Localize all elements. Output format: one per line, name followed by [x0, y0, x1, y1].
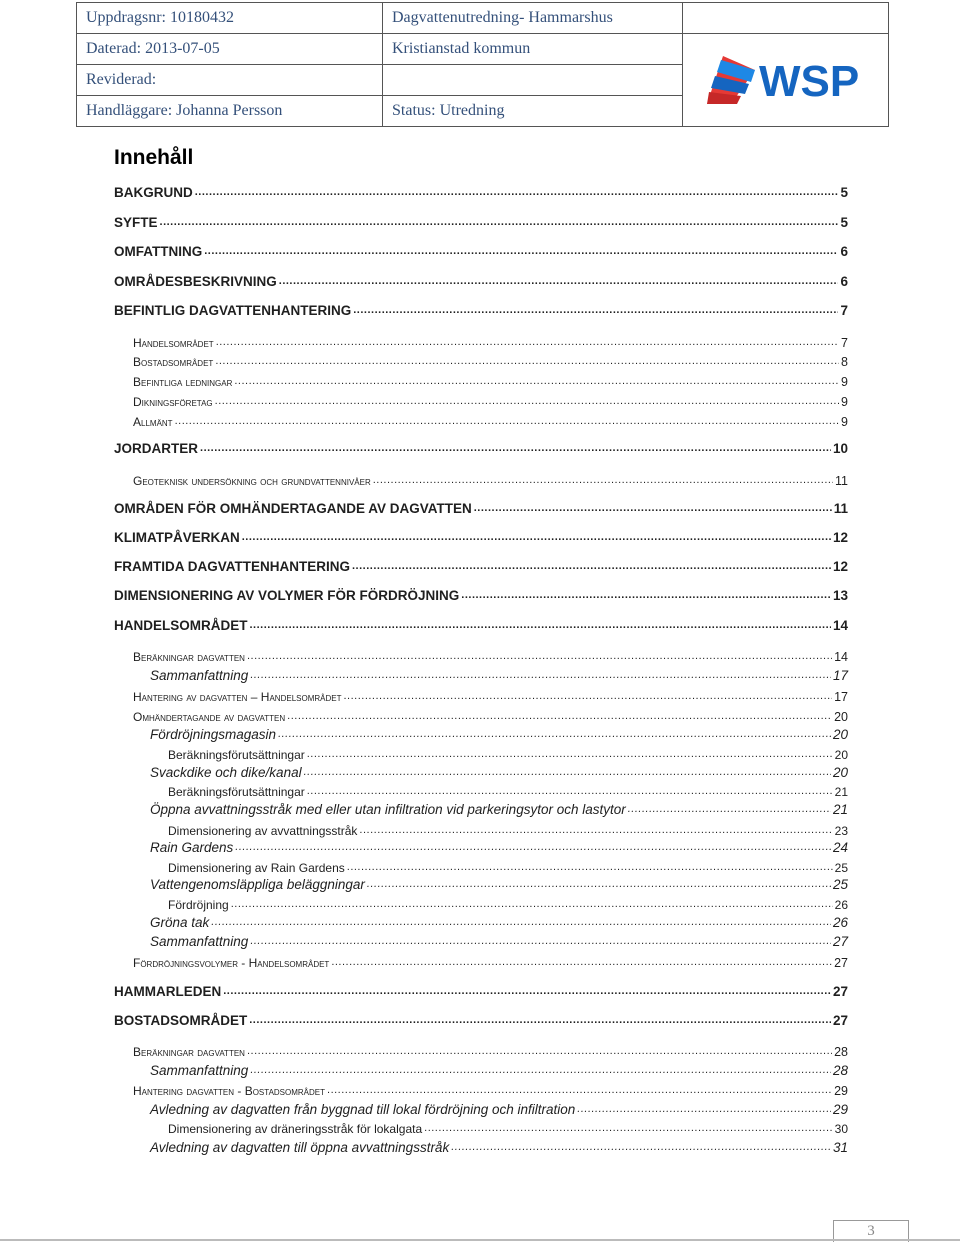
toc-leader-dots: [215, 356, 839, 367]
toc-leader-dots: [175, 416, 839, 427]
toc-entry[interactable]: [0, 873, 848, 891]
toc-entry[interactable]: [0, 469, 848, 487]
toc-entry-title: BOSTADSOMRÅDET: [114, 1012, 248, 1028]
toc-entry-page: 27: [834, 955, 848, 970]
toc-entry[interactable]: [0, 798, 848, 816]
toc-entry[interactable]: [0, 181, 848, 199]
toc-leader-dots: [343, 691, 832, 702]
toc-entry-page: 26: [834, 898, 848, 912]
toc-leader-dots: [242, 532, 831, 543]
toc-entry-page: 6: [840, 273, 848, 289]
toc-entry[interactable]: [0, 836, 848, 854]
toc-entry-title: SYFTE: [114, 214, 158, 230]
toc-entry[interactable]: [0, 1117, 848, 1135]
toc-entry-title: Fördröjningsmagasin: [150, 726, 277, 742]
toc-leader-dots: [424, 1123, 833, 1134]
toc-leader-dots: [215, 396, 839, 407]
toc-entry[interactable]: [0, 270, 848, 288]
toc-leader-dots: [353, 305, 838, 316]
toc-entry-page: 14: [832, 617, 848, 633]
toc-entry-page: 12: [832, 558, 848, 574]
toc-entry[interactable]: [0, 819, 848, 837]
toc-leader-dots: [250, 1065, 831, 1076]
toc-entry-page: 29: [832, 1101, 848, 1117]
toc-entry[interactable]: [0, 299, 848, 317]
toc-entry-title: Sammanfattning: [150, 667, 249, 683]
toc-entry-page: 20: [834, 748, 848, 762]
toc-entry-page: 28: [834, 1044, 848, 1059]
toc-entry[interactable]: [0, 856, 848, 874]
toc-entry-page: 21: [832, 801, 848, 817]
toc-leader-dots: [577, 1104, 831, 1115]
toc-entry[interactable]: [0, 780, 848, 798]
toc-leader-dots: [373, 475, 833, 486]
toc-entry[interactable]: [0, 370, 848, 388]
toc-entry[interactable]: [0, 410, 848, 428]
toc-leader-dots: [352, 561, 831, 572]
toc-entry-title: Beräkningar dagvatten: [133, 650, 245, 664]
toc-entry[interactable]: [0, 1079, 848, 1097]
toc-leader-dots: [451, 1142, 831, 1153]
toc-entry[interactable]: [0, 705, 848, 723]
toc-leader-dots: [367, 879, 831, 890]
toc-entry-title: Rain Gardens: [150, 839, 234, 855]
toc-entry-title: Svackdike och dike/kanal: [150, 764, 302, 780]
toc-entry[interactable]: [0, 723, 848, 741]
toc-entry-page: 10: [832, 440, 848, 456]
toc-entry[interactable]: [0, 1059, 848, 1077]
status-field: Status: Utredning: [383, 96, 683, 127]
toc-entry-page: 31: [832, 1139, 848, 1155]
toc-entry[interactable]: [0, 685, 848, 703]
toc-entry-page: 11: [835, 473, 848, 488]
toc-entry-title: Sammanfattning: [150, 933, 249, 949]
toc-entry-page: 11: [833, 500, 848, 516]
toc-entry-title: OMRÅDEN FÖR OMHÄNDERTAGANDE AV DAGVATTEN: [114, 500, 472, 516]
toc-entry-title: Beräkningsförutsättningar: [168, 785, 305, 799]
toc-entry[interactable]: [0, 1136, 848, 1154]
toc-leader-dots: [474, 503, 832, 514]
toc-entry-title: Öppna avvattningsstråk med eller utan infiltration vid parkeringsytor och lastytor: [150, 801, 626, 817]
toc-leader-dots: [327, 1085, 832, 1096]
toc-entry-page: 27: [832, 933, 848, 949]
toc-leader-dots: [287, 711, 832, 722]
page-number: 3: [833, 1220, 909, 1242]
toc-entry[interactable]: [0, 930, 848, 948]
toc-entry[interactable]: [0, 350, 848, 368]
toc-entry-page: 12: [832, 529, 848, 545]
toc-entry-title: Befintliga ledningar: [133, 375, 233, 389]
toc-entry-title: Dimensionering av Rain Gardens: [168, 861, 345, 875]
assignment-number: Uppdragsnr: 10180432: [77, 3, 383, 34]
toc-entry-title: HANDELSOMRÅDET: [114, 617, 248, 633]
toc-entry[interactable]: [0, 526, 848, 544]
toc-entry-title: OMFATTNING: [114, 243, 203, 259]
toc-entry[interactable]: [0, 893, 848, 911]
toc-entry-title: JORDARTER: [114, 440, 199, 456]
handler-field: Handläggare: Johanna Persson: [77, 96, 383, 127]
toc-entry-title: Sammanfattning: [150, 1062, 249, 1078]
toc-entry-page: 13: [832, 587, 848, 603]
toc-entry[interactable]: [0, 664, 848, 682]
toc-entry-title: KLIMATPÅVERKAN: [114, 529, 240, 545]
toc-entry[interactable]: [0, 980, 848, 998]
project-title: Dagvattenutredning- Hammarshus: [383, 3, 683, 34]
toc-entry-page: 17: [834, 689, 848, 704]
toc-leader-dots: [461, 590, 831, 601]
toc-entry[interactable]: [0, 497, 848, 515]
toc-entry-page: 9: [841, 374, 848, 389]
toc-entry-title: Avledning av dagvatten från byggnad till lokal fördröjning och infiltration: [150, 1101, 576, 1117]
footer-divider: [0, 1239, 960, 1241]
toc-leader-dots: [278, 729, 831, 740]
toc-entry-title: Beräkningsförutsättningar: [168, 748, 305, 762]
toc-entry[interactable]: [0, 390, 848, 408]
toc-leader-dots: [211, 917, 831, 928]
toc-entry-page: 5: [840, 184, 848, 200]
toc-entry[interactable]: [0, 240, 848, 258]
toc-entry-page: 28: [832, 1062, 848, 1078]
toc-leader-dots: [331, 957, 832, 968]
client-name: Kristianstad kommun: [383, 34, 683, 65]
toc-entry[interactable]: [0, 584, 848, 602]
toc-entry-title: Vattengenomsläppliga beläggningar: [150, 876, 365, 892]
toc-entry-title: Fördröjningsvolymer - Handelsområdet: [133, 956, 330, 970]
toc-leader-dots: [628, 804, 831, 815]
toc-entry-title: FRAMTIDA DAGVATTENHANTERING: [114, 558, 350, 574]
toc-entry-title: Hantering av dagvatten – Handelsområdet: [133, 690, 342, 704]
toc-leader-dots: [200, 443, 831, 454]
toc-leader-dots: [250, 620, 831, 631]
toc-leader-dots: [231, 899, 833, 910]
toc-entry-page: 26: [832, 914, 848, 930]
toc-entry-title: DIMENSIONERING AV VOLYMER FÖR FÖRDRÖJNING: [114, 587, 460, 603]
toc-entry[interactable]: [0, 743, 848, 761]
toc-entry-page: 9: [841, 394, 848, 409]
toc-entry-title: Handelsområdet: [133, 336, 214, 350]
toc-entry-page: 24: [832, 839, 848, 855]
toc-leader-dots: [359, 825, 832, 836]
toc-entry[interactable]: [0, 1009, 848, 1027]
toc-entry-title: Omhändertagande av dagvatten: [133, 710, 286, 724]
date-field: Daterad: 2013-07-05: [77, 34, 383, 65]
toc-entry-page: 20: [834, 709, 848, 724]
toc-entry-page: 6: [840, 243, 848, 259]
toc-entry-title: Allmänt: [133, 415, 173, 429]
toc-entry-page: 7: [840, 302, 848, 318]
toc-leader-dots: [160, 217, 839, 228]
toc-entry-page: 20: [832, 764, 848, 780]
toc-entry-title: BAKGRUND: [114, 184, 193, 200]
toc-leader-dots: [250, 936, 831, 947]
toc-entry[interactable]: [0, 1098, 848, 1116]
toc-entry[interactable]: [0, 614, 848, 632]
toc-entry-title: Bostadsområdet: [133, 355, 214, 369]
toc-entry-title: Gröna tak: [150, 914, 210, 930]
toc-entry-title: Geoteknisk undersökning och grundvattennivåer: [133, 474, 371, 488]
toc-title: Innehåll: [114, 146, 194, 169]
toc-entry-page: 17: [832, 667, 848, 683]
toc-leader-dots: [223, 986, 831, 997]
toc-entry-page: 23: [834, 824, 848, 838]
toc-leader-dots: [235, 842, 831, 853]
toc-entry-page: 27: [832, 1012, 848, 1028]
toc-leader-dots: [249, 1015, 831, 1026]
toc-entry-page: 30: [834, 1122, 848, 1136]
toc-entry-title: Dimensionering av avvattningsstråk: [168, 824, 358, 838]
toc-entry-title: BEFINTLIG DAGVATTENHANTERING: [114, 302, 352, 318]
toc-entry-page: 8: [841, 354, 848, 369]
toc-entry-page: 9: [841, 414, 848, 429]
toc-entry-page: 21: [834, 785, 848, 799]
toc-entry-page: 14: [834, 649, 848, 664]
toc-leader-dots: [347, 862, 833, 873]
toc-entry[interactable]: [0, 911, 848, 929]
toc-entry[interactable]: [0, 951, 848, 969]
toc-entry-page: 27: [832, 983, 848, 999]
toc-entry-page: 7: [841, 335, 848, 350]
toc-entry-page: 29: [834, 1083, 848, 1098]
toc-leader-dots: [216, 337, 839, 348]
toc-entry[interactable]: [0, 761, 848, 779]
toc-entry-page: 5: [840, 214, 848, 230]
toc-entry-title: Dikningsföretag: [133, 395, 213, 409]
toc-entry-page: 20: [832, 726, 848, 742]
toc-entry[interactable]: [0, 211, 848, 229]
toc-entry-page: 25: [834, 861, 848, 875]
toc-entry[interactable]: [0, 437, 848, 455]
toc-entry[interactable]: [0, 331, 848, 349]
toc-entry-title: Avledning av dagvatten till öppna avvattningsstråk: [150, 1139, 450, 1155]
toc-entry-title: Fördröjning: [168, 898, 229, 912]
toc-entry[interactable]: [0, 645, 848, 663]
toc-entry[interactable]: [0, 555, 848, 573]
logo-text: WSP: [758, 57, 859, 106]
toc-entry-title: Beräkningar dagvatten: [133, 1045, 245, 1059]
toc-leader-dots: [279, 276, 839, 287]
toc-leader-dots: [307, 749, 833, 760]
toc-entry-title: HAMMARLEDEN: [114, 983, 222, 999]
toc-entry-title: Dimensionering av dräneringsstråk för lokalgata: [168, 1122, 423, 1136]
toc-leader-dots: [195, 187, 839, 198]
toc-leader-dots: [247, 651, 832, 662]
toc-leader-dots: [304, 767, 831, 778]
toc-leader-dots: [247, 1046, 832, 1057]
revised-field: Reviderad:: [77, 65, 383, 96]
toc-entry-title: Hantering dagvatten - Bostadsområdet: [133, 1084, 326, 1098]
toc-entry[interactable]: [0, 1040, 848, 1058]
toc-entry-title: OMRÅDESBESKRIVNING: [114, 273, 277, 289]
toc-entry-page: 25: [832, 876, 848, 892]
toc-leader-dots: [250, 670, 831, 681]
toc-leader-dots: [234, 376, 839, 387]
toc-leader-dots: [204, 246, 838, 257]
toc-leader-dots: [307, 786, 833, 797]
